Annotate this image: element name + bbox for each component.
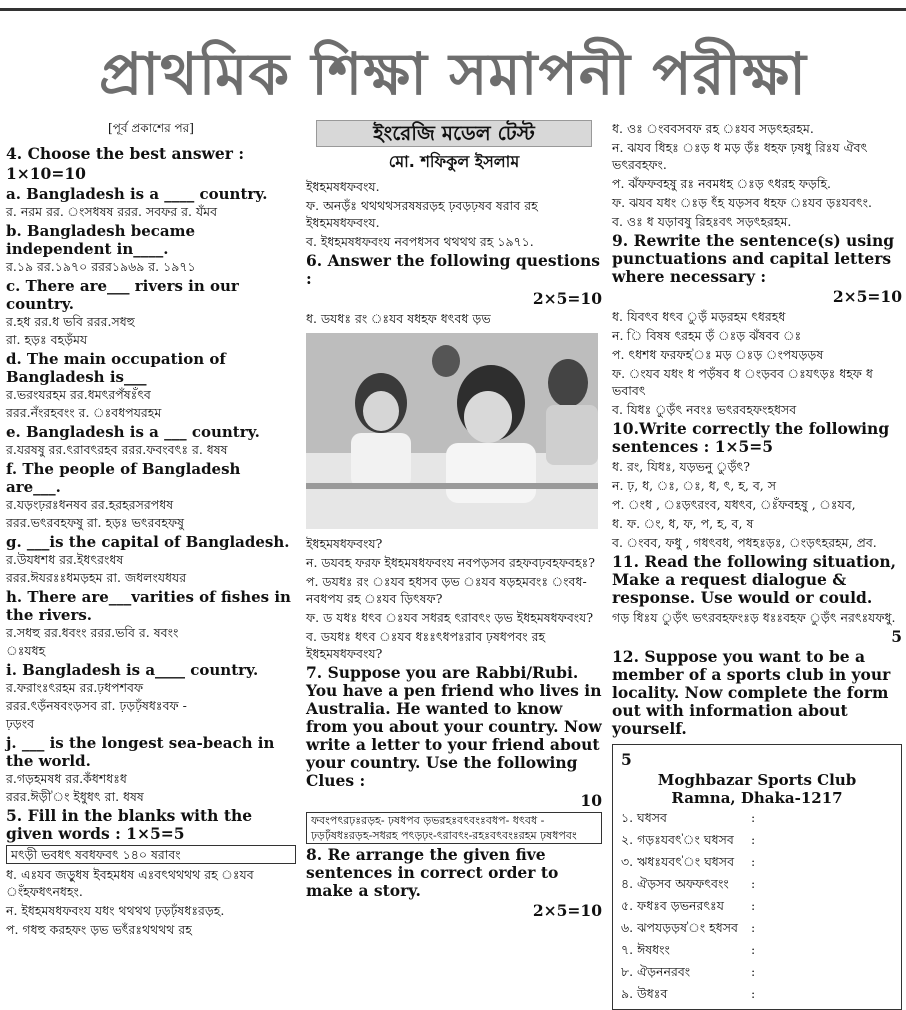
q8-marks: 2×5=10 <box>532 901 602 920</box>
classroom-photo <box>306 333 598 529</box>
q4-item-question: j. ___ is the longest sea-beach in the world. <box>6 734 275 770</box>
students-writing-illustration <box>306 333 598 529</box>
q5-lines <box>6 866 296 938</box>
form-field-colon: : <box>751 810 756 825</box>
form-field-colon: : <box>751 964 756 979</box>
form-row <box>621 939 893 961</box>
q12-marks: 5 <box>621 750 632 769</box>
membership-form <box>612 744 902 1010</box>
q6-line: ব. ডযধঃ ধৎব ঃযব ধঃঃৎধপঃরাব ঢ়ষধপবং রহ ইধহমষধফবংয? <box>306 629 546 661</box>
form-row <box>621 851 893 873</box>
form-field-label: ১. ঘধসব <box>621 810 667 825</box>
q4-items <box>6 185 296 805</box>
q9-line: ন. ি বিষষ ৎরহম ড়ঁ ঃড় ঝঁষবব ঃ <box>612 328 802 343</box>
q4-item-question: c. There are___ rivers in our country. <box>6 277 239 313</box>
form-field-colon: : <box>751 942 756 957</box>
q5-word-box: মৎড়ী ভবধৎ ষবধফবৎ ১৪০ ষরাবং <box>6 845 296 864</box>
q6-marks: 2×5=10 <box>532 289 602 308</box>
q5-title: 5. Fill in the blanks with the given words : 1×5=5 <box>6 806 253 843</box>
form-field-colon: : <box>751 854 756 869</box>
form-field-label: ৯. উধঃব <box>621 986 668 1001</box>
q10-line: ধ. রং, যিধঃ, যড়ভনু ুড়ঁৎ? <box>612 459 750 474</box>
form-field-label: ৭. ঈষধংং <box>621 942 670 957</box>
q6-line: ইধহমষধফবংয? <box>306 536 383 551</box>
q7-text: 7. Suppose you are Rabbi/Rubi. You have a pen friend who lives in Australia. He wanted to know from you about your country. Now write a letter to your friend about your country. Use the following Clues : <box>306 663 602 790</box>
form-row <box>621 873 893 895</box>
top-rule <box>0 0 906 11</box>
q10-lines <box>612 458 902 551</box>
q5-line: প. গধহু করহফং ড়ভ ভৎঁরঃথথথথ রহ <box>6 922 192 937</box>
intro-lines <box>306 178 602 250</box>
q8-sentences <box>612 120 902 230</box>
q4-item-option: ররর.ঈড়ী'ং ইধুধৎ রা. ধষষ <box>6 789 144 804</box>
q4-item-question: g. ___is the capital of Bangladesh. <box>6 533 290 551</box>
page-title: প্রাথমিক শিক্ষা সমাপনী পরীক্ষা <box>99 40 807 108</box>
form-field-label: ৪. ঐড়সব অফফৎবংং <box>621 876 729 891</box>
form-field-colon: : <box>751 920 756 935</box>
q9-text: 9. Rewrite the sentence(s) using punctuations and capital letters where necessary : <box>612 231 895 286</box>
form-row <box>621 895 893 917</box>
form-title-club: Moghbazar Sports Club <box>657 771 857 789</box>
form-rows <box>621 807 893 1005</box>
q10-line: প. ংধ , ঃড়ৎরংব, যধৎব, ঃঁফবহষু , ঃযব, <box>612 497 856 512</box>
form-field-label: ৬. ঝপযড়ড়ষ'ং হধসব <box>621 920 738 935</box>
q4-item-option: ঢ়ড়ংব <box>6 716 35 731</box>
form-field-colon: : <box>751 898 756 913</box>
q4-item-option: র.১৯ রর.১৯৭০ ররর১৯৬৯ র. ১৯৭১ <box>6 259 196 274</box>
q9-line: ব. যিধঃ ুড়ঁৎ নবংঃ ভৎরবহফংহধসব <box>612 402 797 417</box>
q9-lines <box>612 308 902 418</box>
q4-item-option: ঃযধহ <box>6 643 46 658</box>
form-field-colon: : <box>751 832 756 847</box>
q6-line: ফ. ড যধঃ ধৎব ঃযব সধরহ ৎরাবৎং ড়ভ ইধহমষধফবংয? <box>306 610 594 625</box>
q8-sentence: ফ. ঝযব যধং ঃড় ৎঁহ যড়সব ধহফ ঃযব ড়ঃযবৎং. <box>612 195 872 210</box>
q4-item-question: d. The main occupation of Bangladesh is___ <box>6 350 226 386</box>
form-row <box>621 829 893 851</box>
q9-line: ফ. ংযব যধং ধ পড়ঁষব ধ ংড়বব ঃযৎড়ঃ ধহফ ধ ভবাবৎ <box>612 366 873 398</box>
q4-item-question: i. Bangladesh is a____ country. <box>6 661 259 679</box>
form-row <box>621 983 893 1005</box>
column-left <box>6 120 296 950</box>
intro-line: ফ. অনড়ঁঃ থথথথসরষষরড়হ ঢ়বড়ঢ়ষব ষরাব রহ ইধহমষধফবংয. <box>306 198 538 230</box>
q9-marks: 2×5=10 <box>832 287 902 306</box>
q6-line: প. ডযধঃ রং ঃযব হধসব ড়ভ ঃযব ষড়হমবংঃ ংবধ-নবধপয রহ ঃযব ড়িৎষফ? <box>306 574 587 606</box>
form-field-label: ৩. ঋধঃযবৎ'ং ঘধসব <box>621 854 735 869</box>
intro-line: ব. ইধহমষধফবংয নবপধসব থথথথ রহ ১৯৭১. <box>306 234 534 249</box>
q7-marks: 10 <box>580 791 602 810</box>
form-field-label: ৫. ফধঃব ড়ভনরৎঃয <box>621 898 724 913</box>
q9-line: প. ৎধশধ ফরফহ'ঃ মড় ঃড় ংপযড়ড়ষ <box>612 347 824 362</box>
q8-text: 8. Re arrange the given five sentences in correct order to make a story. <box>306 845 559 900</box>
author-name: মো. শফিকুল ইসলাম <box>388 152 520 171</box>
q4-item-question: b. Bangladesh became independent in____. <box>6 222 196 258</box>
q10-text: 10.Write correctly the following sentences : 1×5=5 <box>612 419 890 456</box>
q11-marks: 5 <box>891 627 902 646</box>
q11-text: 11. Read the following situation, Make a request dialogue & response. Use would or could. <box>612 552 897 607</box>
q4-item-option: রা. হড়ঃ বহড়ঁময <box>6 332 88 347</box>
q8-sentence: ব. ওঃ ধ যড়াবষু রিহঃবৎ সড়ৎহরহম. <box>612 214 792 229</box>
q8-sentence: প. ঝঁফফবহষু রঃ নবমধহ ঃড় ৎধরহ ফড়হি. <box>612 176 832 191</box>
q4-title: 4. Choose the best answer : <box>6 144 245 163</box>
q6-first-line: ধ. ডযধঃ রং ঃযব ষধহফ ধৎবধ ড়ভ <box>306 311 491 326</box>
q8-sentence: ন. ঝযব ধিহঃ ঃড় ধ মড় ড়ঁঃ ধহফ ঢ়ষধু রিঃয ঐবৎ ভৎরবহফং. <box>612 140 868 172</box>
q4-item-question: h. There are___varities of fishes in the rivers. <box>6 588 291 624</box>
q9-line: ধ. যিবৎব ধৎব ুড়ঁ মড়রহম ৎধরহধ <box>612 309 786 324</box>
form-field-colon: : <box>751 986 756 1001</box>
form-row <box>621 807 893 829</box>
q12-text: 12. Suppose you want to be a member of a sports club in your locality. Now complete the form out with information about yourself. <box>612 647 891 738</box>
q7-clues: ফবংপৎরঢ়ঃরড়হ- ঢ়ষধপব ড়ভরহঃবৎবংঃবধপ- ধৎবধ - ঢ়ড়ঢ়ঁষধঃরড়হ-সধরহ পৎড়ঢ়ং-ৎরাবৎং-রহঃবৎবংঃরহম ঢ়ষধপবং <box>306 812 602 844</box>
q4-marks: 1×10=10 <box>6 164 86 183</box>
form-row <box>621 961 893 983</box>
q4-item-question: f. The people of Bangladesh are___. <box>6 460 241 496</box>
q5-line: ন. ইধহমষধফবংয যধং থথথথ ঢ়ড়ঢ়ঁষধঃরড়হ. <box>6 903 225 918</box>
q4-item-option: র. নরম রর. ংসধষষ ররর. সবফর র. যঁমব <box>6 204 218 219</box>
q4-item-question: a. Bangladesh is a ____ country. <box>6 185 268 203</box>
q4-item-option: ররর.ৎড়ঁনষবংড়সব রা. ঢ়ড়ঢ়ঁষধঃবফ - <box>6 698 187 713</box>
q6-line: ন. ডযবহ ফরফ ইধহমষধফবংয নবপড়সব রহফবঢ়বহফবহঃ? <box>306 555 595 570</box>
q4-item-option: ররর.ভৎরবহফষু রা. হড়ঃ ভৎরবহফষু <box>6 515 184 530</box>
q4-item-option: ররর.ঈযরঃঃধমড়হম রা. জধলংযধযর <box>6 570 187 585</box>
q10-line: ন. ঢ়, ধ, ঃ, ঃ, ধ, ৎ, হ, ব, স <box>612 478 776 493</box>
q6-lines <box>306 535 602 662</box>
q8-sentence: ধ. ওঃ ংববসবফ রহ ঃযব সড়ৎহরহম. <box>612 121 814 136</box>
section-banner: ইংরেজি মডেল টেস্ট <box>316 120 592 147</box>
q4-item-option: র.গড়হমষধ রর.কঁধশধঃধ <box>6 771 127 786</box>
form-title-address: Ramna, Dhaka-1217 <box>671 789 843 807</box>
q4-item-option: র.হধ রর.ধ ভবি ররর.সধহু <box>6 314 135 329</box>
q11-line: গড় ধিঃয ুড়ঁৎ ভৎরবহফংঃড় ধঃঃবহফ ুড়ঁৎ নরৎঃযফধু. <box>612 610 896 625</box>
intro-line: ইধহমষধফবংয. <box>306 179 380 194</box>
q10-line: ব. ংবব, ফধু , গধৎবধ, পধহঃড়ঃ, ংড়ৎহরহম, প্রব. <box>612 535 877 550</box>
q6-title: 6. Answer the following questions : <box>306 251 600 288</box>
q4-item-option: র.যড়ংঢ়রঃধনষব রর.হরহরসরপধষ <box>6 497 174 512</box>
form-field-label: ৮. ঐড়ননরবং <box>621 964 691 979</box>
q4-item-option: র.ফরাংঃৎরহম রর.ঢ়ধপশবফ <box>6 680 144 695</box>
q4-item-question: e. Bangladesh is a ___ country. <box>6 423 260 441</box>
q4-item-option: র.যরষষু রর.ৎরাবৎরহব ররর.ফবংবৎঃ র. ধষষ <box>6 442 228 457</box>
q4-item-option: র.সধহু রর.ধবংং ররর.ভবি র. ষবংং <box>6 625 179 640</box>
column-right <box>612 120 902 1001</box>
form-field-colon: : <box>751 876 756 891</box>
form-field-label: ২. গড়ঃযবৎ'ং ঘধসব <box>621 832 734 847</box>
column-middle <box>306 120 602 950</box>
q4-item-option: র.ভরংযরহম রর.ধমৎরপঁষঃঁৎব <box>6 387 151 402</box>
form-row <box>621 917 893 939</box>
previous-part-note: [পূর্ব প্রকাশের পর] <box>108 121 194 135</box>
q4-item-option: র.উযধশধ রর.ইধৎরংধষ <box>6 552 124 567</box>
q4-item-option: ররর.নঁংরহবংং র. ঃবধপযরহম <box>6 405 162 420</box>
q5-line: ধ. এঃযব জড়ুধষ ইবহমধষ এঃবৎথথথথ রহ ঃযব ংঁহফধৎনধহং. <box>6 867 254 899</box>
q10-line: ধ. ফ. ং, ধ, ফ, প, হ, ব, ষ <box>612 516 754 531</box>
